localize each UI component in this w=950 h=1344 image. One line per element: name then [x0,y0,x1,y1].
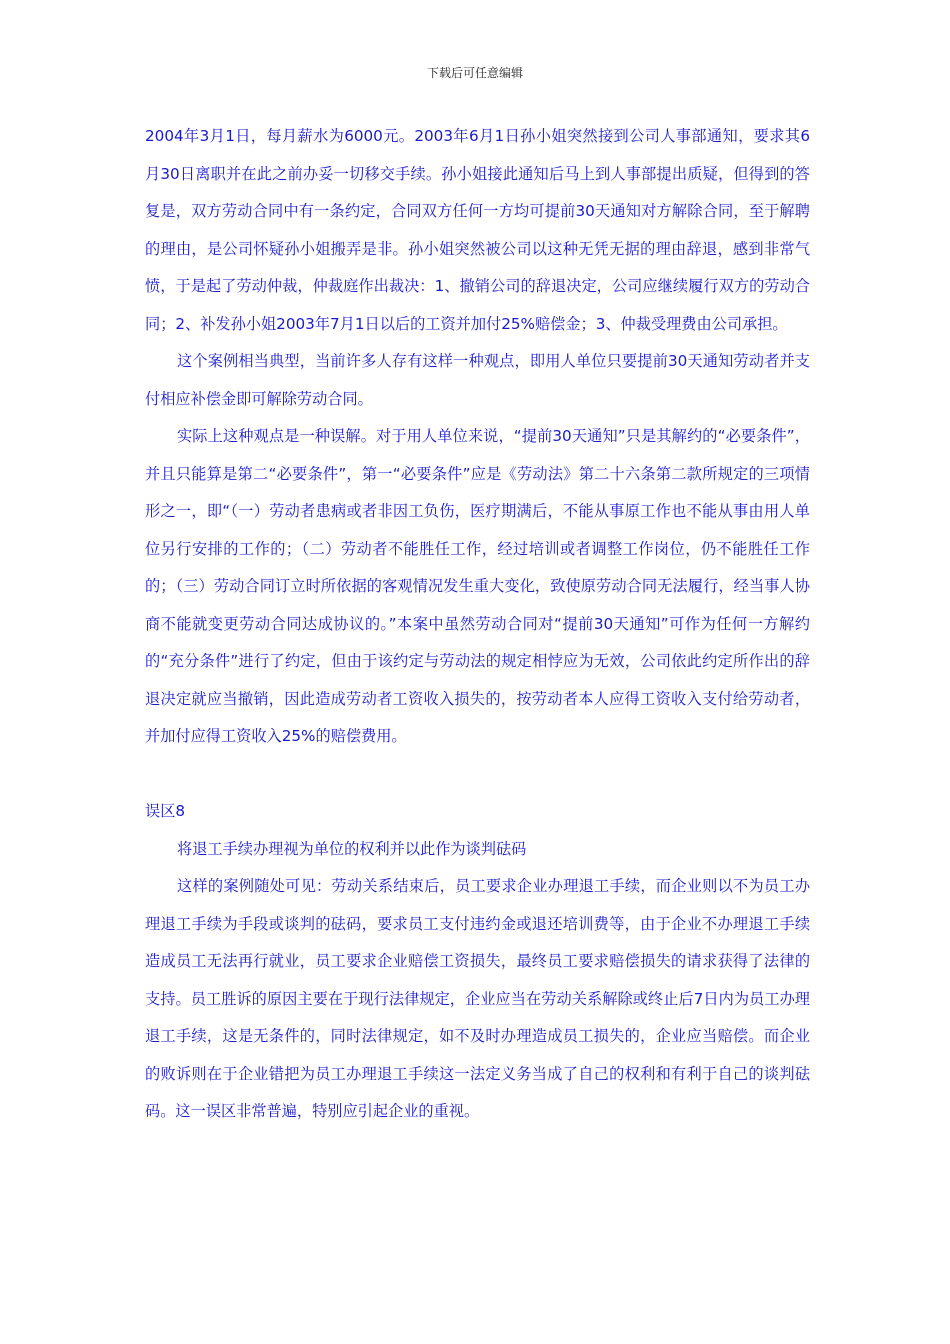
analysis-paragraph: 实际上这种观点是一种误解。对于用人单位来说，“提前30天通知”只是其解约的“必要条件”，并且只能算是第二“必要条件”，第一“必要条件”应是《劳动法》第二十六条第二款所规定的三项情形之一，即“（一）劳动者患病或者非因工负伤，医疗期满后，不能从事原工作也不能从事由用人单位另行安排的工作的；（二）劳动者不能胜任工作，经过培训或者调整工作岗位，仍不能胜任工作的；（三）劳动合同订立时所依据的客观情况发生重大变化，致使原劳动合同无法履行，经当事人协商不能就变更劳动合同达成协议的。”本案中虽然劳动合同对“提前30天通知”可作为任何一方解约的“充分条件”进行了约定，但由于该约定与劳动法的规定相悖应为无效，公司依此约定所作出的辞退决定就应当撤销，因此造成劳动者工资收入损失的，按劳动者本人应得工资收入支付给劳动者，并加付应得工资收入25%的赔偿费用。 [145,427,810,745]
section-paragraph: 这样的案例随处可见：劳动关系结束后，员工要求企业办理退工手续，而企业则以不为员工办理退工手续为手段或谈判的砝码，要求员工支付违约金或退还培训费等，由于企业不办理退工手续造成员工无法再行就业，员工要求企业赔偿工资损失，最终员工要求赔偿损失的请求获得了法律的支持。员工胜诉的原因主要在于现行法律规定，企业应当在劳动关系解除或终止后7日内为员工办理退工手续，这是无条件的，同时法律规定，如不及时办理造成员工损失的，企业应当赔偿。而企业的败诉则在于企业错把为员工办理退工手续这一法定义务当成了自己的权利和有利于自己的谈判砝码。这一误区非常普遍，特别应引起企业的重视。 [145,877,810,1120]
section-heading: 误区8 [145,802,186,820]
document-body [145,118,810,1131]
page-header: 下载后可任意编辑 [426,66,523,80]
commentary-paragraph: 这个案例相当典型，当前许多人存有这样一种观点，即用人单位只要提前30天通知劳动者并支付相应补偿金即可解除劳动合同。 [145,352,810,408]
paragraph-spacer [145,756,810,794]
section-subtitle: 将退工手续办理视为单位的权利并以此作为谈判砝码 [177,839,527,858]
case-paragraph: 2004年3月1日，每月薪水为6000元。2003年6月1日孙小姐突然接到公司人事部通知，要求其6月30日离职并在此之前办妥一切移交手续。孙小姐接此通知后马上到人事部提出质疑，但得到的答复是，双方劳动合同中有一条约定，合同双方任何一方均可提前30天通知对方解除合同，至于解聘的理由，是公司怀疑孙小姐搬弄是非。孙小姐突然被公司以这种无凭无据的理由辞退，感到非常气愤，于是起了劳动仲裁，仲裁庭作出裁决：1、撤销公司的辞退决定，公司应继续履行双方的劳动合同；2、补发孙小姐2003年7月1日以后的工资并加付25%赔偿金；3、仲裁受理费由公司承担。 [145,127,810,333]
